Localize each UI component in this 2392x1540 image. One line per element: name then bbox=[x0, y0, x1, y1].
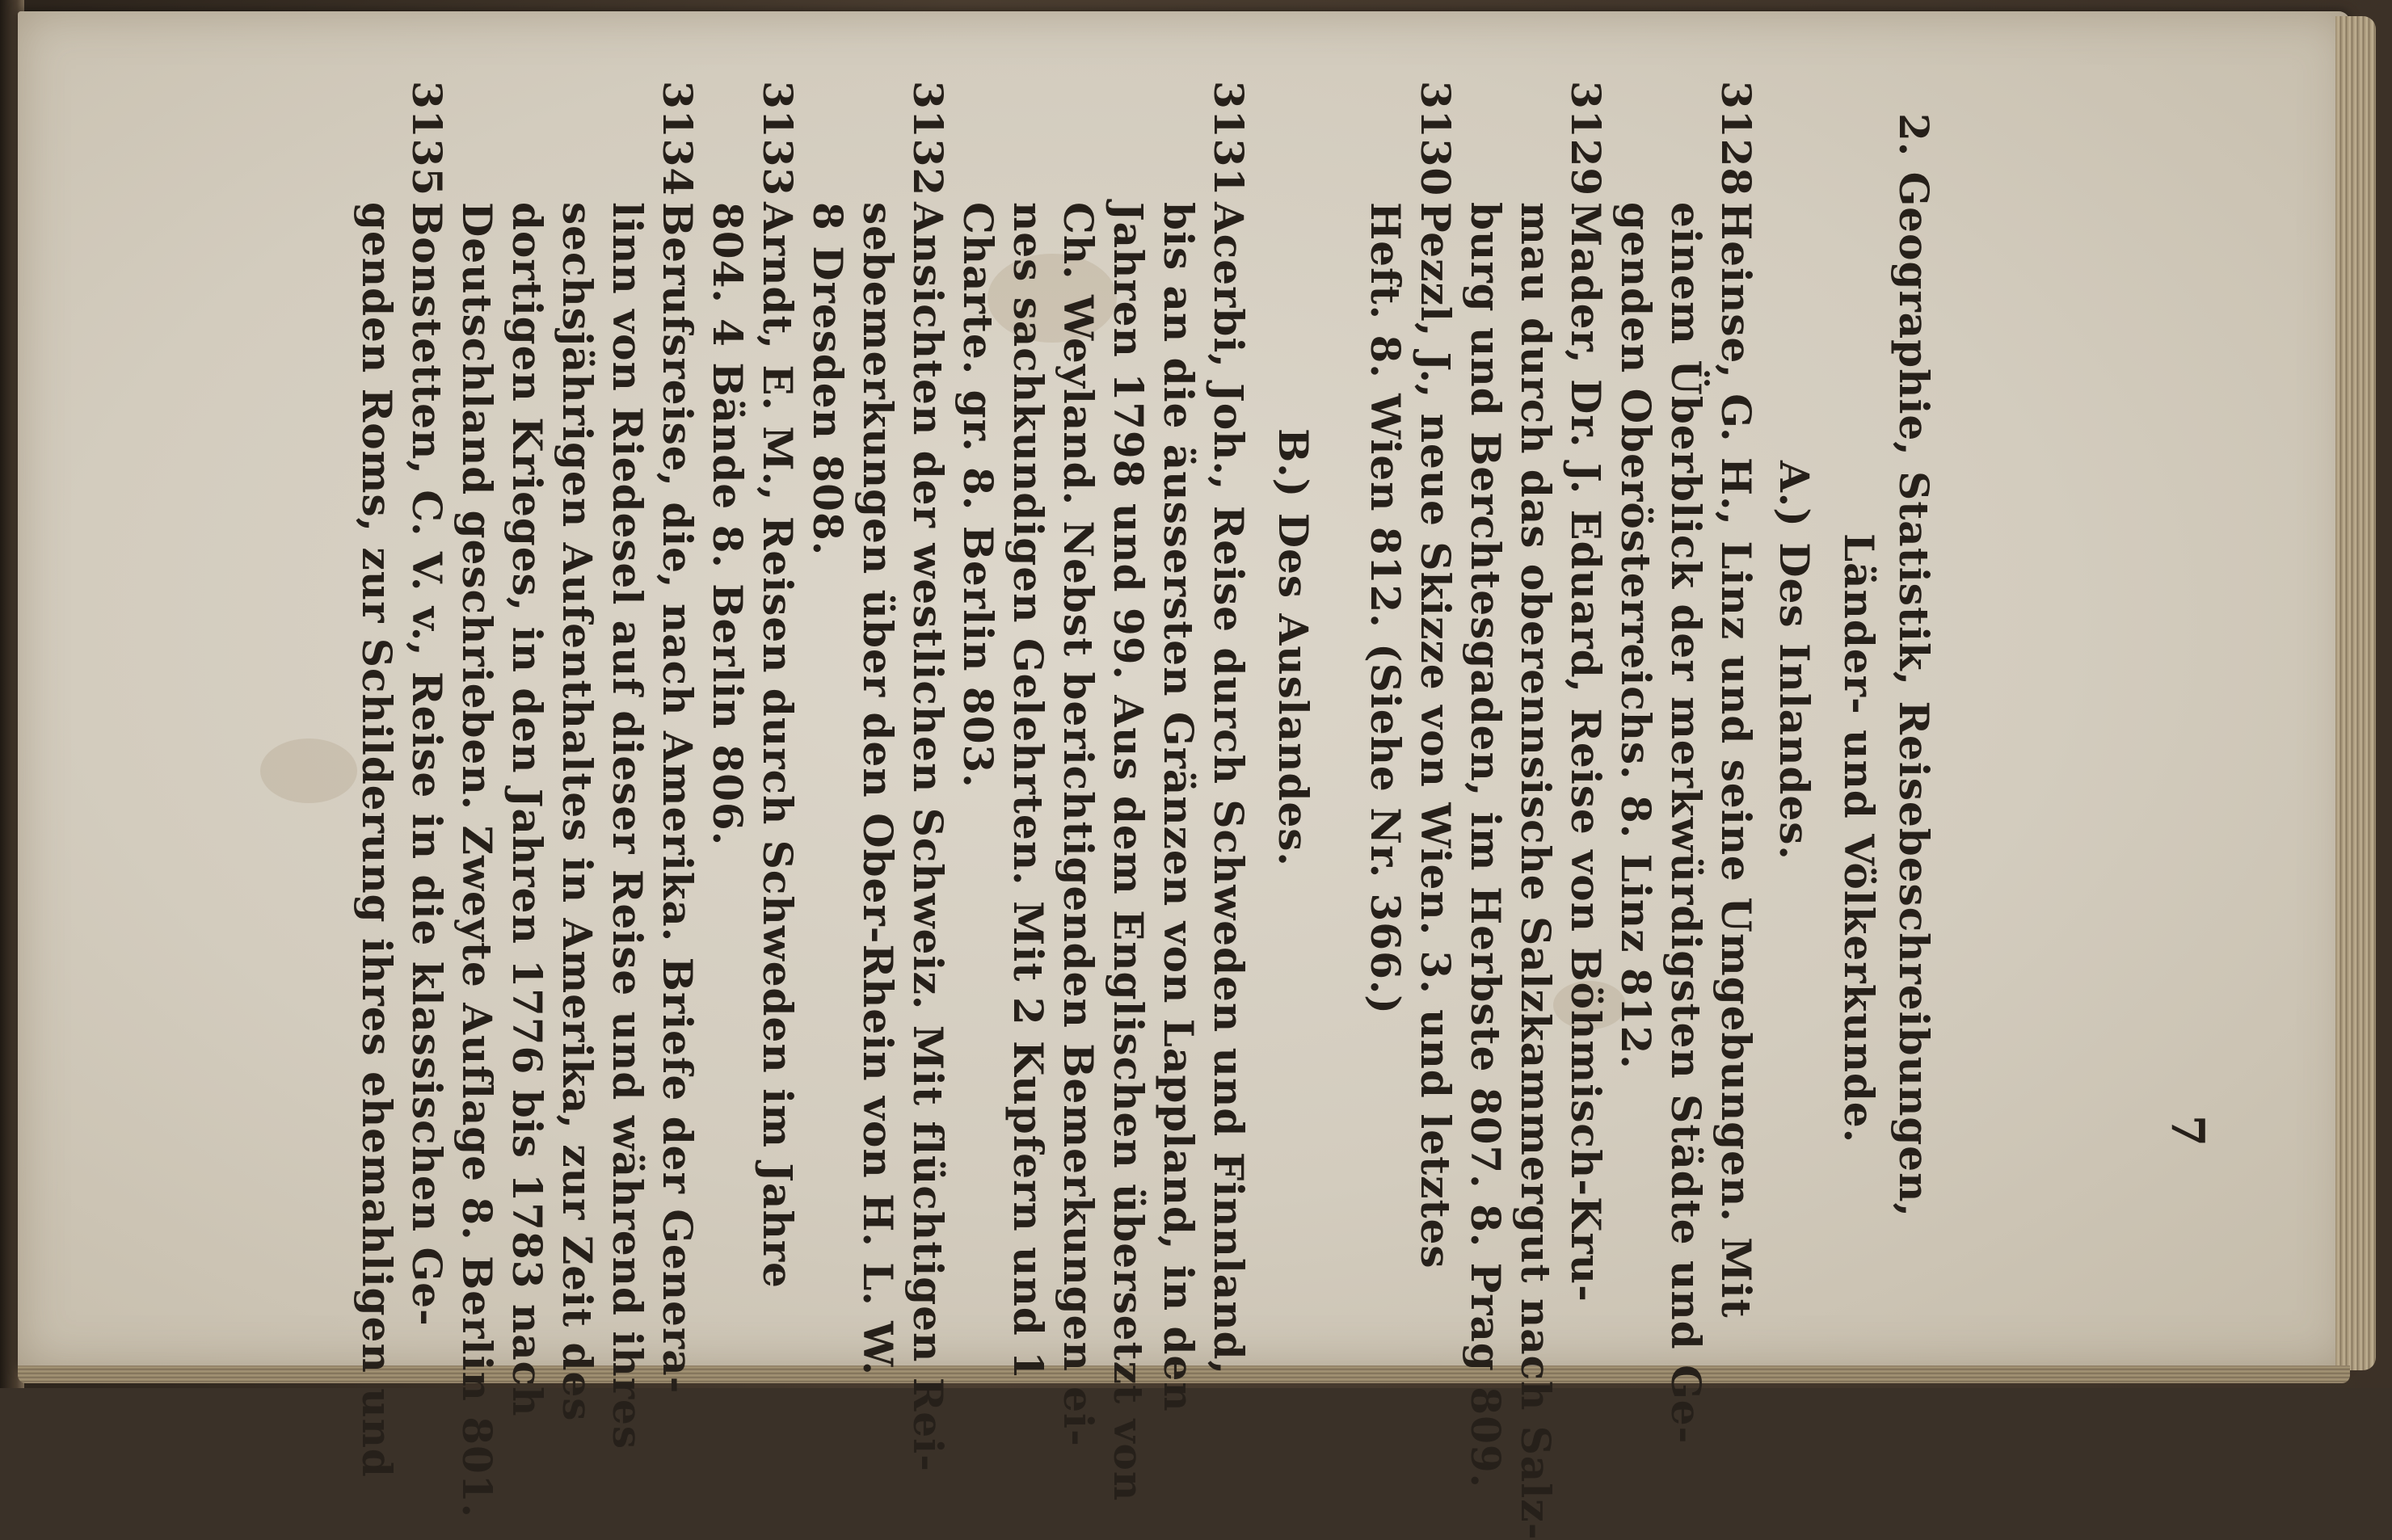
entry-3132-line3: 8 Dresden 808. bbox=[804, 202, 852, 557]
section-heading-line1: 2. Geographie, Statistik, Reisebeschreibungen, bbox=[1890, 113, 1938, 1218]
entry-3130-line1: 3130Pezzl, J., neue Skizze von Wien. 3. und letztes bbox=[1412, 81, 1459, 1269]
entry-3131-line3: Jahren 1798 und 99. Aus dem Englischen übersetzt von bbox=[1105, 202, 1152, 1502]
entry-number: 3128 bbox=[1712, 81, 1760, 197]
entry-number: 3131 bbox=[1205, 81, 1253, 197]
entry-3135-line2: genden Roms, zur Schilderung ihres ehemahligen und bbox=[353, 202, 401, 1478]
entry-number: 3135 bbox=[403, 81, 451, 197]
entry-3133-line1: 3133Arndt, E. M., Reisen durch Schweden im Jahre bbox=[754, 81, 802, 1289]
entry-3134-line1: 3134Berufsreise, die, nach Amerika. Briefe der Genera- bbox=[654, 81, 701, 1395]
entry-3133-line2: 804. 4 Bände 8. Berlin 806. bbox=[704, 202, 752, 847]
entry-number: 3132 bbox=[904, 81, 952, 197]
ausland-heading: B.) Des Auslandes. bbox=[1270, 428, 1317, 867]
entry-3129-line2: mau durch das oberennsische Salzkammergut nach Salz- bbox=[1512, 202, 1560, 1540]
entry-number: 3129 bbox=[1562, 81, 1610, 197]
entry-3135-line1: 3135Bonstetten, C. V. v., Reise in die klassischen Ge- bbox=[403, 81, 451, 1327]
rotated-text-block bbox=[178, 81, 1939, 1540]
entry-3134-line4: dortigen Krieges, in den Jahren 1776 bis 1783 nach bbox=[503, 202, 551, 1417]
entry-3131-line4: Ch. Weyland. Nebst berichtigenden Bemerkungen ei- bbox=[1055, 202, 1102, 1447]
entry-3128-line2: einem Überblick der merkwürdigsten Städte und Ge- bbox=[1662, 202, 1710, 1445]
entry-3131-line6: Charte. gr. 8. Berlin 803. bbox=[954, 202, 1002, 789]
entry-3134-line3: sechsjährigen Aufenthaltes in Amerika, zur Zeit des bbox=[554, 202, 601, 1422]
page-edges-right bbox=[2335, 16, 2376, 1370]
entry-3128-line3: genden Oberösterreichs. 8. Linz 812. bbox=[1612, 202, 1660, 1070]
entry-3131-line2: bis an die äussersten Gränzen von Lappland, in den bbox=[1155, 202, 1202, 1412]
entry-3128-line1: 3128Heinse, G. H., Linz und seine Umgebungen. Mit bbox=[1712, 81, 1760, 1319]
entry-number: 3130 bbox=[1412, 81, 1459, 197]
entry-3129-line3: burg und Berchtesgaden, im Herbste 807. 8. Prag 809. bbox=[1462, 202, 1510, 1489]
entry-number: 3134 bbox=[654, 81, 701, 197]
page-number: 7 bbox=[2161, 1115, 2214, 1147]
entry-3129-line1: 3129Mader, Dr. J. Eduard, Reise von Böhmisch-Kru- bbox=[1562, 81, 1610, 1302]
entry-3132-line1: 3132Ansichten der westlichen Schweiz. Mit flüchtigen Rei- bbox=[904, 81, 952, 1472]
entry-3134-line2: linn von Riedesel auf dieser Reise und während ihres bbox=[604, 202, 651, 1450]
inland-heading: A.) Des Inlandes. bbox=[1771, 461, 1818, 860]
entry-3131-line5: nes sachkundigen Gelehrten. Mit 2 Kupfern und 1 bbox=[1004, 202, 1052, 1380]
entry-3130-line2: Heft. 8. Wien 812. (Siehe Nr. 366.) bbox=[1362, 202, 1409, 1015]
entry-number: 3133 bbox=[754, 81, 802, 197]
entry-3134-line5: Deutschland geschrieben. Zweyte Auflage 8. Berlin 801. bbox=[453, 202, 501, 1518]
entry-3131-line1: 3131Acerbi, Joh., Reise durch Schweden und Finnland, bbox=[1205, 81, 1253, 1376]
entry-3132-line2: sebemerkungen über den Ober-Rhein von H. L. W. bbox=[854, 202, 902, 1376]
section-heading-line2: Länder- und Völkerkunde. bbox=[1835, 533, 1883, 1144]
